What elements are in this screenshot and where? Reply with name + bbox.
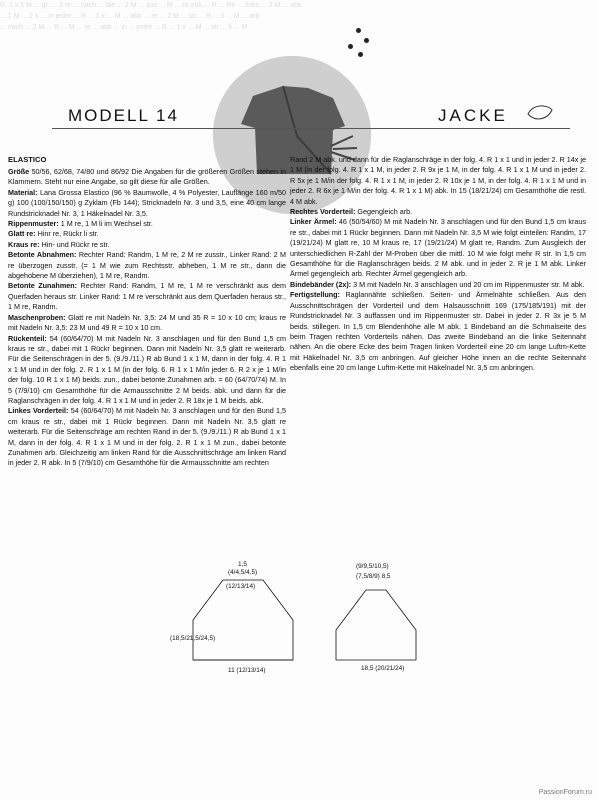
ties-paragraph: Bindebänder (2x): 3 M mit Nadeln Nr. 3 anschlagen und 20 cm im Rippenmuster str. M abk. bbox=[290, 279, 585, 289]
left-sleeve-paragraph: Linker Ärmel: 46 (50/54/60) M mit Nadeln Nr. 3 anschlagen und für den Bund 1,5 cm kraus re str., dabei mit 1 Rückr beginnen. Dann mit Nadeln Nr. 3,5 M wie folgt einteilen: Randm, 17 (19/21/24) M glatt re, 10 M kraus re, 17 (19/21/24) M glatt re, Randm. Zum Ausgleich der unterschiedlichen R-Zahl der M-Proben über die mittl. 10 M wie folgt mehr R str. In 1,5 cm Gesamthöhe für die Raglanschrägen beids. 2 M abk. und in jeder 2. R je 1 M abk. Linker Ärmel gegengleich arb. Rechter Ärmel gegengleich arb. bbox=[290, 217, 586, 279]
model-heading: MODELL 14 bbox=[68, 106, 179, 125]
raglan-paragraph: Rand 2 M abk. und dann für die Raglanschräge in der folg. 4. R 1 x 1 und in jeder 2. R 14x je 1 M (in der folg. 4. R 1 x 1 M, in jeder 2. R 9x je 1 M, in der folg. 4. R 1 x 1 M und in jeder 2. R 5x je 1 M/in der folg. 4. R 1 x 1 M, in jeder 2. R 10x je 1 M, in der folg. 4. R 1 x 1 M und in jeder 2. R 6x je 1 M/in der folg. 4. R 1 x 1 M) abk. In 15 (18/21/24) cm Gesamthöhe die restl. 4 M abk. bbox=[290, 155, 586, 206]
schematic-label: 1,5 bbox=[238, 561, 247, 568]
header-rule bbox=[52, 128, 570, 129]
schematic-label: (12/13/14) bbox=[226, 583, 256, 590]
yarn-title: ELASTICO bbox=[8, 155, 47, 164]
garment-heading: JACKE bbox=[438, 106, 508, 125]
material-paragraph: Material: Lana Grossa Elastico (96 % Baumwolle, 4 % Polyester, Lauflänge 160 m/50 g) 100 (100/150/150) g Zyklam (Fb 144); Stricknadeln Nr. 3 und 3,5, eine 40 cm lange Rundstricknadel Nr. 3, 1 Häkelnadel Nr. 3,5. bbox=[8, 187, 286, 218]
bleed-through-text: R. 1 x 1 M ... gr. ... 2 re ... nach ... die ... 2 M ... zus ... M ... re abk ... R ... Re ... links ... 2 M ... abk ... 1 M ... 2 x ... in jeder ... R ... 1 x ... M ... abk ... re ... 2 M ... str ... R ... li ... M ... arb ... nach ... 2 M ... R ... M ... re ... abk ... in ... jeder ... R ... 1 x ... M ... str ... li ... M bbox=[0, 2, 302, 31]
right-column bbox=[290, 155, 586, 374]
stockinette-paragraph: Glatt re: Hinr re, Rückr li str. bbox=[8, 229, 99, 239]
sleeve-schematic bbox=[326, 560, 426, 680]
right-front-paragraph: Rechtes Vorderteil: Gegengleich arb. bbox=[290, 207, 413, 217]
schematic-label: (9/9,5/10,5) bbox=[356, 563, 389, 570]
rib-paragraph: Rippenmuster: 1 M re, 1 M li im Wechsel str. bbox=[8, 219, 153, 229]
decrease-paragraph: Betonte Abnahmen: Rechter Rand: Randm, 1 M re, 2 M re zusstr., Linker Rand: 2 M re überzogen zusstr. (= 1 M wie zum Rechtsstr. abheben, 1 M re str., dann die abgehobene M überziehen), 1 M re, Randm. bbox=[8, 250, 287, 281]
left-column bbox=[8, 167, 286, 469]
decor-dot bbox=[364, 38, 369, 43]
watermark: PassionForum.ru bbox=[538, 789, 592, 796]
schematic-label: 11 (12/13/14) bbox=[228, 667, 266, 674]
gauge-paragraph: Maschenproben: Glatt re mit Nadeln Nr. 3,5: 24 M und 35 R = 10 x 10 cm; kraus re mit Nadeln Nr. 3,5: 23 M und 49 R = 10 x 10 cm. bbox=[8, 312, 286, 333]
decor-dot bbox=[358, 52, 363, 57]
decor-dot bbox=[356, 28, 361, 33]
leaf-icon bbox=[525, 102, 555, 124]
left-front-paragraph: Linkes Vorderteil: 54 (60/64/70) M mit Nadeln Nr. 3 anschlagen und für den Bund 1,5 cm kraus re str., dabei mit 1 Rückr beginnen. Dann mit Nadeln Nr. 3,5 glatt re weiterarb. Für die Seitenschräge am rechten Rand in der 5. (9./9./11.) R ab Bund 1 x 1 M, dann in der folg. 4. R 1 x 1 M und in der folg. 2. R 1 x 1 M zun., dabei betonte Zunahmen arb. Gleichzeitig am linken Rand für die Ausschnittschräge am linken Rand in jeder 2. R abk. In 5 (7/9/10) cm Gesamthöhe für die Armausschnitte am rechten bbox=[8, 406, 286, 468]
decor-dot bbox=[348, 44, 353, 49]
garter-paragraph: Kraus re: Hin- und Rückr re str. bbox=[8, 239, 110, 249]
schematic-label: (4/4,5/4,5) bbox=[228, 569, 258, 576]
schematic-label: (7,5/8/9) 8,5 bbox=[356, 573, 391, 580]
schematic-label: (18,5/21,5/24,5) bbox=[170, 635, 216, 642]
increase-paragraph: Betonte Zunahmen: Rechter Rand: Randm, 1 M re, 1 M re verschränkt aus dem Querfaden heraus str. Linker Rand: 1 M re verschränkt aus dem Querfaden heraus str., 1 M re, Randm. bbox=[8, 281, 287, 312]
size-paragraph: Größe 50/56, 62/68, 74/80 und 86/92 Die Angaben für die größeren Größen stehen in Klammern. Steht nur eine Angabe, so gilt diese für alle Größen. bbox=[8, 167, 286, 187]
body-schematic bbox=[168, 560, 328, 680]
back-paragraph: Rückenteil: 54 (60/64/70) M mit Nadeln Nr. 3 anschlagen und für den Bund 1,5 cm kraus re str., dabei mit 1 Rückr beginnen. Dann mit Nadeln Nr. 3,5 glatt re weiterarb. Für die Seitenschrägen in der 5. (9./9./11.) R ab Bund 1 x 1 M, dann in der folg. 4. R 1 x 1 M und in der folg. 2. R 1 x 1 M (in der folg. 6. R 1 x 1 M/in jeder 6. R 2 x je 1 M/in der folg. 10 R 1 x 1 M) beids. zun., dabei betonte Zunahmen arb. = 60 (64/70/74) M. In 5 (7/9/10) cm Gesamthöhe für die Armausschnitte 2 M beids. abk. und dann für die Raglanschrägen in der folg. 4. R 1 x 1 M und in jeder 2. R 18x je 1 M beids. abk. bbox=[8, 333, 286, 405]
schematic-label: 18,5 (20/21/24) bbox=[361, 665, 405, 672]
finishing-paragraph: Fertigstellung: Raglannähte schließen. Seiten- und Ärmelnähte schließen. Aus den Ausschnittschrägen der Vorderteil und dem Halsausschnitt 169 (175/185/191) mit der Rundstricknadel Nr. 3 auffassen und im Rippenmuster str. Dabei in jeder 2. R 3x je 5 M beids. stillegen. In 1,5 cm Blendenhöhe alle M abk. 1 Bindeband an die Schmalseite des beim Tragen rechten Vorderteils nähen. Das zweite Bindeband an die linke Seitennaht nähen. An die obere Ecke des beim Tragen linken Vorderteil eine 20 cm lange Luftm-Kette mit Häkelnadel Nr. 3,5 cm anbringen. Auf gleicher Höhe innen an die rechte Seitennaht ebenfalls eine 20 cm lange Luftm-Kette mit Häkelnadel Nr. 3,5 cm anbringen. bbox=[290, 290, 586, 373]
